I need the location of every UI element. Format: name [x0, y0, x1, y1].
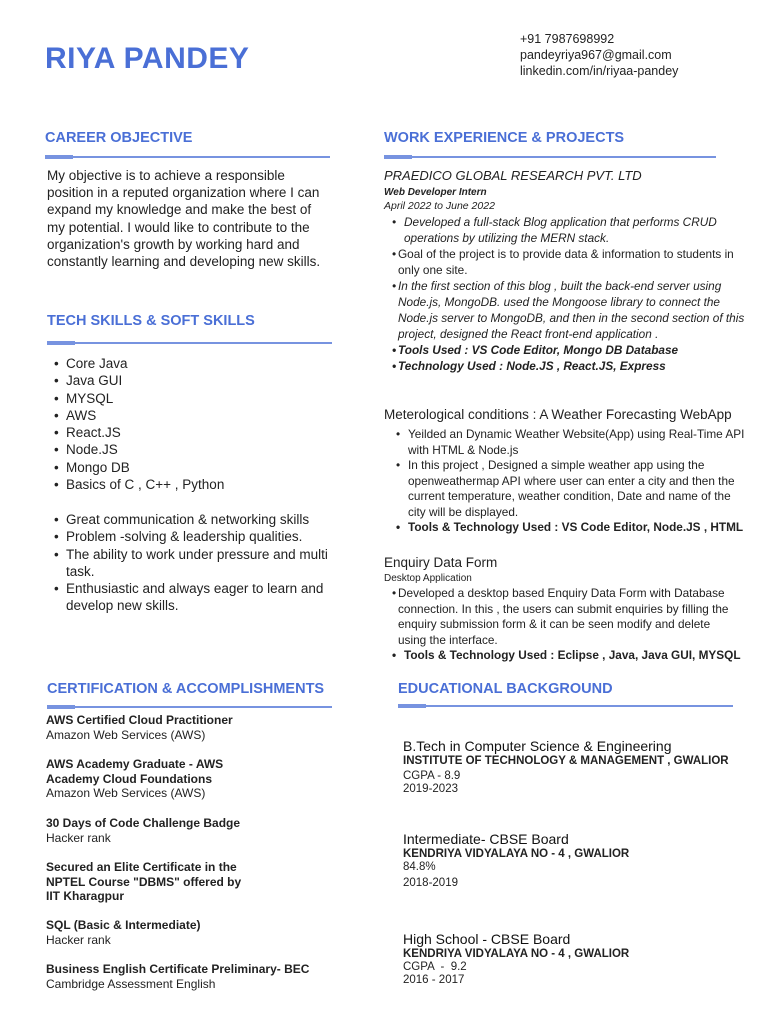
project-title: Enquiry Data Form [384, 555, 498, 570]
years: 2019-2023 [403, 783, 458, 795]
score: CGPA - 9.2 [403, 961, 467, 973]
career-objective-heading: CAREER OBJECTIVE [45, 130, 193, 146]
cert-org: Cambridge Assessment English [46, 976, 216, 991]
cert-item [46, 918, 346, 947]
company-name: PRAEDICO GLOBAL RESEARCH PVT. LTD [384, 168, 642, 183]
degree-name: High School - CBSE Board [403, 931, 571, 947]
job2-bullets [390, 427, 750, 536]
list-item: • In the first section of this blog , built the back-end server using Node.js, MongoDB. used the Mongoose library to connect the Node.js server to MongoDB, and then in the second section of this project, designed the React front-end application . [386, 278, 751, 342]
cert-item [46, 757, 236, 801]
cert-title: SQL (Basic & Intermediate) [46, 918, 201, 932]
list-item: • AWS [48, 407, 338, 424]
list-item: • MYSQL [48, 390, 338, 407]
cert-title: Business English Certificate Preliminary- BEC [46, 962, 310, 976]
cert-org: Hacker rank [46, 932, 111, 947]
job1-bullets [386, 214, 751, 374]
section-divider [384, 156, 716, 158]
list-item: • Java GUI [48, 372, 338, 389]
job-role: Web Developer Intern [384, 187, 487, 198]
job-dates: April 2022 to June 2022 [384, 200, 495, 212]
institution-name: KENDRIYA VIDYALAYA NO - 4 , GWALIOR [403, 848, 630, 860]
cert-item [46, 713, 346, 742]
list-item: • Goal of the project is to provide data & information to students in only one site. [386, 246, 751, 278]
list-item: • Mongo DB [48, 459, 338, 476]
years: 2018-2019 [403, 877, 458, 889]
work-experience-heading: WORK EXPERIENCE & PROJECTS [384, 130, 625, 146]
cert-item [46, 860, 246, 904]
section-divider [47, 342, 332, 344]
list-item: • React.JS [48, 424, 338, 441]
cert-title: AWS Academy Graduate - AWS Academy Cloud Foundations [46, 757, 224, 786]
section-divider [45, 156, 330, 158]
linkedin-url: linkedin.com/in/riyaa-pandey [520, 64, 679, 78]
email-address: pandeyriya967@gmail.com [520, 48, 672, 62]
project-subtitle: Desktop Application [384, 573, 472, 584]
list-item: • In this project , Designed a simple weather app using the openweathermap API where user can enter a city and then the current temperature, weather condition, Date and name of the city will be displayed. [390, 458, 750, 520]
cert-title: Secured an Elite Certificate in the NPTEL Course "DBMS" offered by IIT Kharagpur [46, 860, 242, 903]
candidate-name: RIYA PANDEY [45, 42, 250, 75]
education-item [403, 738, 729, 795]
list-item: • Node.JS [48, 441, 338, 458]
career-objective-text: My objective is to achieve a responsible position in a reputed organization where I can expand my knowledge and make the best of my potential. I would like to contribute to the organization's growth by working hard and constantly learning and developing new skills. [47, 168, 321, 270]
years: 2016 - 2017 [403, 974, 465, 986]
contact-block [520, 31, 678, 79]
list-item: • Great communication & networking skills [48, 511, 348, 528]
list-item: • The ability to work under pressure and multi task. [48, 546, 348, 581]
cert-org: Amazon Web Services (AWS) [46, 727, 206, 742]
cert-item [46, 962, 346, 991]
soft-skills-list [48, 511, 348, 615]
job3-bullets [386, 586, 741, 664]
cert-title: AWS Certified Cloud Practitioner [46, 713, 233, 727]
education-item [403, 931, 629, 986]
list-item: • Tools Used : VS Code Editor, Mongo DB Database [386, 342, 751, 358]
project-title: Meterological conditions : A Weather Forecasting WebApp [384, 407, 732, 422]
cert-org: Amazon Web Services (AWS) [46, 786, 206, 800]
cert-item [46, 816, 346, 845]
list-item: • Basics of C , C++ , Python [48, 476, 338, 493]
education-heading: EDUCATIONAL BACKGROUND [398, 681, 613, 697]
list-item: • Core Java [48, 355, 338, 372]
list-item: • Developed a full-stack Blog application that performs CRUD operations by utilizing the MERN stack. [386, 214, 751, 246]
list-item: • Technology Used : Node.JS , React.JS, Express [386, 358, 751, 374]
phone-number: +91 7987698992 [520, 32, 615, 46]
tech-skills-list [48, 355, 338, 493]
institution-name: INSTITUTE OF TECHNOLOGY & MANAGEMENT , GWALIOR [403, 755, 729, 767]
skills-heading: TECH SKILLS & SOFT SKILLS [47, 313, 255, 329]
education-item [403, 831, 629, 889]
list-item: • Yeilded an Dynamic Weather Website(App) using Real-Time API with HTML & Node.js [390, 427, 750, 458]
score: 84.8% [403, 861, 436, 873]
list-item: • Tools & Technology Used : Eclipse , Java, Java GUI, MYSQL [386, 648, 741, 664]
cert-org: Hacker rank [46, 830, 111, 845]
list-item: • Problem -solving & leadership qualities. [48, 528, 348, 545]
institution-name: KENDRIYA VIDYALAYA NO - 4 , GWALIOR [403, 948, 630, 960]
certifications-heading: CERTIFICATION & ACCOMPLISHMENTS [47, 681, 325, 697]
list-item: • Developed a desktop based Enquiry Data Form with Database connection. In this , the users can submit enquiries by filling the enquiry submission form & it can be seen modify and delete using the interface. [386, 586, 741, 648]
degree-name: Intermediate- CBSE Board [403, 831, 569, 847]
cert-title: 30 Days of Code Challenge Badge [46, 816, 241, 830]
list-item: • Tools & Technology Used : VS Code Editor, Node.JS , HTML [390, 520, 750, 536]
degree-name: B.Tech in Computer Science & Engineering [403, 738, 672, 754]
score: CGPA - 8.9 [403, 770, 461, 782]
section-divider [398, 705, 733, 707]
section-divider [47, 706, 332, 708]
list-item: • Enthusiastic and always eager to learn and develop new skills. [48, 580, 348, 615]
